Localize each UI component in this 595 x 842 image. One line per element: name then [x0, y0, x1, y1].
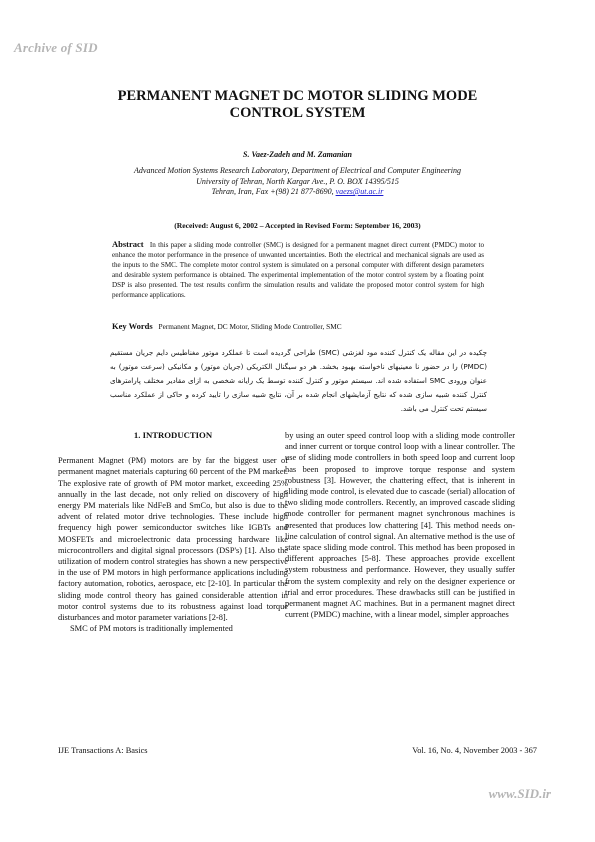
affiliation-contact: Tehran, Iran, Fax +(98) 21 877-8690, — [211, 187, 334, 196]
watermark-bottom: www.SID.ir — [488, 786, 551, 801]
email-link[interactable]: vaezs@ut.ac.ir — [335, 187, 384, 196]
authors: S. Vaez-Zadeh and M. Zamanian — [243, 150, 352, 159]
footer-journal: IJE Transactions A: Basics — [58, 746, 148, 755]
received-dates: (Received: August 6, 2002 – Accepted in Revised Form: September 16, 2003) — [174, 221, 421, 230]
keywords-label: Key Words — [112, 321, 153, 331]
section-heading: 1. INTRODUCTION — [133, 430, 213, 440]
intro-paragraph-2: SMC of PM motors is traditionally implemented — [70, 624, 233, 634]
abstract-text: In this paper a sliding mode controller (SMC) is designed for a permanent magnet direct current (PMDC) motor to enhance the motor performance in the presence of unwanted uncertainties. Both the electrical and mechanical signals are used as the inputs to the SMC. The complete motor control system is simulated on a personal computer with different design parameters and desirable system performance is obtained. The experimental implementation of the motor control system by a floating point DSP is also presented. The test results confirm the simulation results and validate the proposed motor control system for high performance applications. — [112, 241, 484, 300]
affiliation-line1: Advanced Motion Systems Research Laboratory, Department of Electrical and Computer Engineering — [134, 166, 461, 175]
paper-title: PERMANENT MAGNET DC MOTOR SLIDING MODE CONTROL SYSTEM — [117, 88, 478, 121]
intro-paragraph-continued: by using an outer speed control loop with a sliding mode controller and inner current or torque control loop with a linear controller. The use of sliding mode controllers in both speed loop and current loop has been proposed to improve torque response and system robustness [3]. However, the chattering effect, that is inherent in sliding mode control, is elevated due to cascade (serial) allocation of two sliding mode controllers. Recently, an improved cascade sliding mode controller for permanent magnet synchronous machines is presented that produces low chattering [4]. This method needs on-line calculation of control signal. An alternative method is the use of state space sliding mode control. This method has been proposed in different approaches [5-8]. These approaches provide excellent system robustness and performance. However, they usually suffer from the system complexity and rely on the designer experience or trial and error procedures. These drawbacks still can be justified in permanent magnet AC machines. But in a permanent magnet direct current (PMDC) machine, with a linear model, simpler approaches — [285, 431, 515, 620]
affiliation-line2: University of Tehran, North Kargar Ave., P. O. BOX 14395/515 — [196, 176, 399, 186]
watermark-top: Archive of SID — [14, 40, 98, 55]
keywords-text: Permanent Magnet, DC Motor, Sliding Mode Controller, SMC — [158, 322, 342, 331]
abstract — [112, 239, 484, 301]
right-column — [285, 430, 515, 620]
persian-abstract: چکیده در این مقاله یک کنترل کننده مود لغزشی (SMC) طراحی گردیده است تا عملکرد موتور مغناطیس دایم جریان مستقیم (PMDC) را در حضور نا معینیهای ناخواسته بهبود بخشد. هر دو سیگنال الکتریکی (جریان موتور) و مکانیکی (سرعت موتور) به عنوان ورودی SMC استفاده شده اند. سیستم موتور و کنترل کننده توسط یک رایانه شخصی به ازای مقادیر مختلف پارامترهای کنترل کننده شبیه سازی شده که نتایج آزمایشهای انجام شده بر آن، نتایج شبیه سازی را تایید کرده و حاکی از عملکرد مناسب سیستم تحت کنترل می باشد. — [110, 348, 488, 413]
keywords — [112, 321, 492, 331]
affiliation — [100, 166, 495, 198]
affiliation-line3 — [100, 187, 495, 198]
left-column — [58, 426, 288, 634]
intro-paragraph-1: Permanent Magnet (PM) motors are by far the biggest user of permanent magnet materials capturing 60 percent of the PM market. The explosive rate of growth of PM motor market, exceeding 25% annually in the last decade, not only relied on discovery of high energy PM materials like NdFeB and SmCo, but also is due to the advent of related motor drive technologies. These include high frequency high power semiconductor switches like IGBTs and MOSFETs and microelectronic data processing hardware like microcontrollers and digital signal processors (DSP's) [1]. Also the utilization of modern control strategies has shown a new perspective in the use of PM motors in high performance applications including factory automation, robotics, aerospace, etc [2-10]. In particular the sliding mode control theory has gained considerable attention in motor control systems due to its robustness against load torque disturbances and motor parameter variations [2-8]. — [58, 456, 288, 623]
abstract-label: Abstract — [112, 239, 144, 249]
footer-volume-page: Vol. 16, No. 4, November 2003 - 367 — [412, 746, 537, 755]
